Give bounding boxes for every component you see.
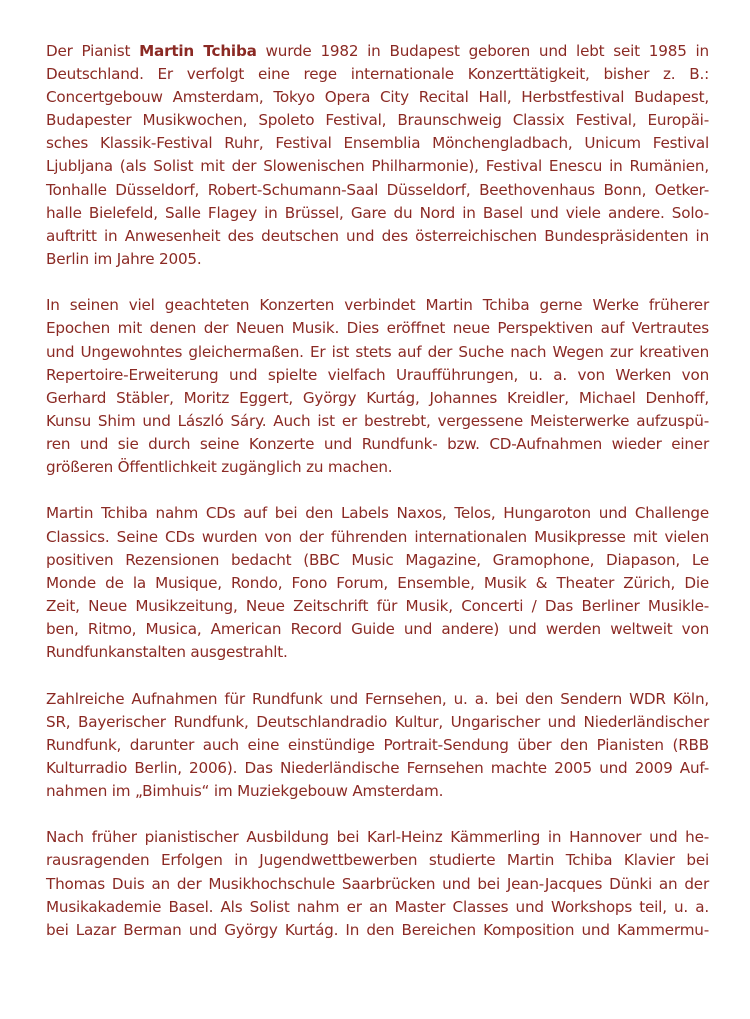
paragraph-4: [46, 688, 709, 803]
text-line: Martin Tchiba nahm CDs auf bei den Labels Naxos, Telos, Hungaroton und Challenge: [46, 504, 709, 523]
paragraph-1: [46, 40, 709, 271]
text-line: ren und sie durch seine Konzerte und Rundfunk- bzw. CD-Aufnahmen wieder einer: [46, 434, 709, 453]
text-line: bei Lazar Berman und György Kurtág. In den Bereichen Komposition und Kammermu-: [46, 920, 709, 939]
text-line: Musikakademie Basel. Als Solist nahm er an Master Classes und Workshops teil, u. a.: [46, 897, 709, 916]
text-segment: wurde 1982 in Budapest geboren und lebt seit 1985 in: [256, 42, 709, 60]
text-line: Nach früher pianistischer Ausbildung bei Karl-Heinz Kämmerling in Hannover und he-: [46, 828, 709, 847]
text-line: Rundfunk, darunter auch eine einstündige Portrait-Sendung über den Pianisten (RBB: [46, 735, 709, 754]
text-line: nahmen im „Bimhuis“ im Muziekgebouw Amsterdam.: [46, 781, 444, 800]
text-line: Epochen mit denen der Neuen Musik. Dies eröffnet neue Perspektiven auf Vertrautes: [46, 319, 709, 338]
text-line: und Ungewohntes gleichermaßen. Er ist stets auf der Suche nach Wegen zur kreativen: [46, 342, 709, 361]
text-line: Classics. Seine CDs wurden von der führenden internationalen Musikpresse mit vielen: [46, 527, 709, 546]
text-line: Concertgebouw Amsterdam, Tokyo Opera City Recital Hall, Herbstfestival Budapest,: [46, 88, 709, 107]
text-line: Ljubljana (als Solist mit der Slowenischen Philharmonie), Festival Enescu in Rumänien,: [46, 157, 709, 176]
text-line: größeren Öffentlichkeit zugänglich zu machen.: [46, 457, 393, 476]
text-line: Tonhalle Düsseldorf, Robert-Schumann-Saal Düsseldorf, Beethovenhaus Bonn, Oetker-: [46, 180, 709, 199]
text-line: In seinen viel geachteten Konzerten verbindet Martin Tchiba gerne Werke früherer: [46, 296, 709, 315]
text-segment: Der Pianist: [46, 42, 140, 60]
text-line: Kulturradio Berlin, 2006). Das Niederländische Fernsehen machte 2005 und 2009 Auf-: [46, 758, 709, 777]
text-line: Budapester Musikwochen, Spoleto Festival, Braunschweig Classix Festival, Europäi-: [46, 111, 709, 130]
text-line: [46, 40, 709, 63]
paragraph-3: [46, 502, 709, 664]
text-line: SR, Bayerischer Rundfunk, Deutschlandradio Kultur, Ungarischer und Niederländischer: [46, 712, 709, 731]
text-line: positiven Rezensionen bedacht (BBC Music Magazine, Gramophone, Diapason, Le: [46, 550, 709, 569]
text-line: auftritt in Anwesenheit des deutschen und des österreichischen Bundespräsidenten in: [46, 226, 709, 245]
paragraph-2: [46, 294, 709, 479]
text-line: rausragenden Erfolgen in Jugendwettbewerben studierte Martin Tchiba Klavier bei: [46, 851, 709, 870]
text-line: Berlin im Jahre 2005.: [46, 249, 202, 268]
text-line: Gerhard Stäbler, Moritz Eggert, György Kurtág, Johannes Kreidler, Michael Denhoff,: [46, 388, 709, 407]
text-line: ben, Ritmo, Musica, American Record Guide und andere) und werden weltweit von: [46, 619, 709, 638]
text-line: sches Klassik-Festival Ruhr, Festival Ensemblia Mönchengladbach, Unicum Festival: [46, 134, 709, 153]
text-line: Deutschland. Er verfolgt eine rege internationale Konzerttätigkeit, bisher z. B.:: [46, 65, 709, 84]
paragraph-5: [46, 826, 709, 941]
text-line: Monde de la Musique, Rondo, Fono Forum, Ensemble, Musik & Theater Zürich, Die: [46, 573, 709, 592]
pianist-name: Martin Tchiba: [139, 42, 257, 60]
text-line: Zeit, Neue Musikzeitung, Neue Zeitschrift für Musik, Concerti / Das Berliner Musikle-: [46, 596, 709, 615]
text-line: Zahlreiche Aufnahmen für Rundfunk und Fernsehen, u. a. bei den Sendern WDR Köln,: [46, 689, 709, 708]
text-line: Kunsu Shim und László Sáry. Auch ist er bestrebt, vergessene Meisterwerke aufzuspü-: [46, 411, 709, 430]
text-line: Thomas Duis an der Musikhochschule Saarbrücken und bei Jean-Jacques Dünki an der: [46, 874, 709, 893]
text-line: Repertoire-Erweiterung und spielte vielfach Uraufführungen, u. a. von Werken von: [46, 365, 709, 384]
biography-text: [46, 40, 709, 942]
text-line: Rundfunkanstalten ausgestrahlt.: [46, 643, 288, 662]
text-line: halle Bielefeld, Salle Flagey in Brüssel, Gare du Nord in Basel und viele andere. Solo-: [46, 203, 709, 222]
